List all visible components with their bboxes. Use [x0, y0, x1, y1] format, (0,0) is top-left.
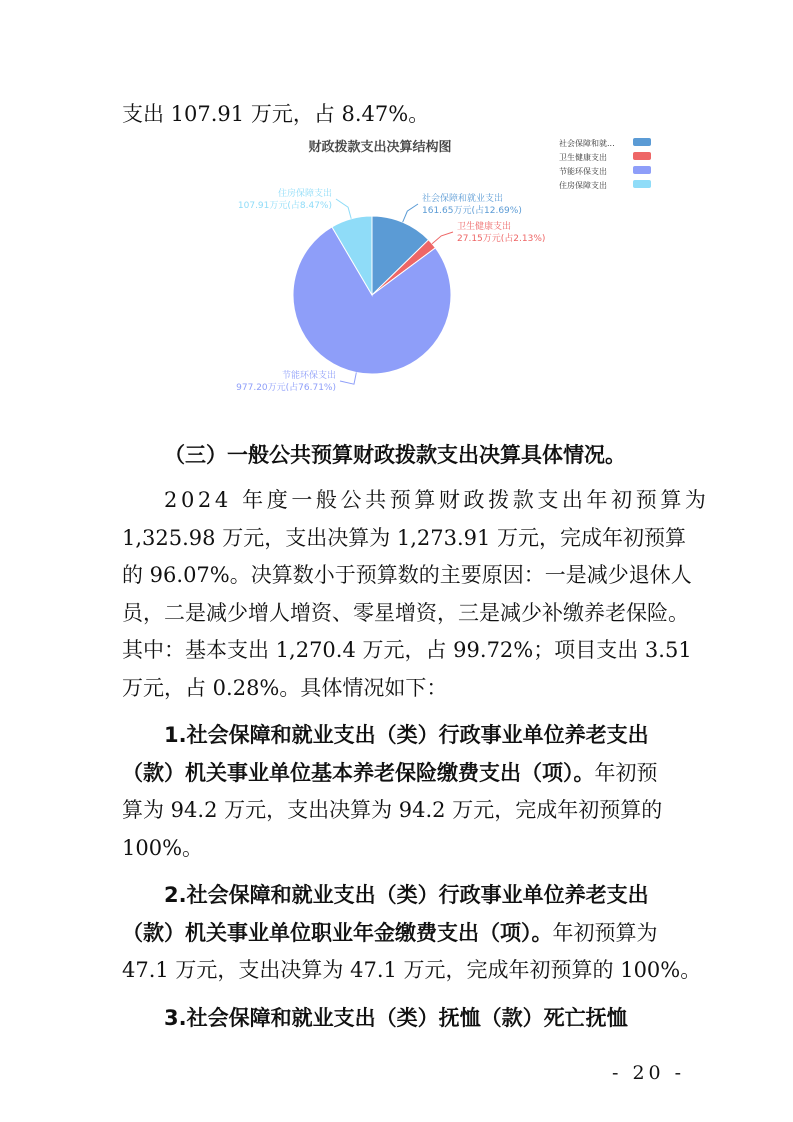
item2-line2 — [122, 919, 658, 947]
legend-label: 节能环保支出 — [559, 167, 607, 176]
label-leader-line — [336, 199, 351, 219]
legend-label: 住房保障支出 — [559, 181, 607, 190]
slice-value-label: 161.65万元(占12.69%) — [422, 206, 522, 216]
item2-line2-rest: 年初预算为 — [552, 921, 658, 945]
label-leader-line — [340, 372, 356, 384]
slice-value-label: 107.91万元(占8.47%) — [237, 201, 332, 211]
item1-line3: 算为 94.2 万元，支出决算为 94.2 万元，完成年初预算的 — [122, 798, 663, 822]
intro-line: 支出 107.91 万元，占 8.47%。 — [122, 102, 430, 126]
slice-category-label: 节能环保支出 — [281, 371, 336, 381]
item1-line1: 1.社会保障和就业支出（类）行政事业单位养老支出 — [164, 723, 649, 747]
label-leader-line — [403, 204, 418, 222]
legend-swatch — [633, 152, 651, 160]
slice-category-label: 卫生健康支出 — [457, 222, 512, 232]
item2-line3: 47.1 万元，支出决算为 47.1 万元，完成年初预算的 100%。 — [122, 958, 702, 982]
chart-title: 财政拨款支出决算结构图 — [308, 140, 452, 155]
legend-label: 社会保障和就... — [559, 139, 615, 148]
slice-category-label: 住房保障支出 — [277, 189, 332, 199]
para1-line5: 其中：基本支出 1,270.4 万元，占 99.72%；项目支出 3.51 — [122, 638, 692, 662]
legend-swatch — [633, 180, 651, 188]
expenditure-pie-chart — [230, 130, 670, 395]
para1-line4: 员，二是减少增人增资、零星增资，三是减少补缴养老保险。 — [122, 601, 689, 625]
item3-line1: 3.社会保障和就业支出（类）抚恤（款）死亡抚恤 — [164, 1006, 628, 1030]
para1-line6: 万元，占 0.28%。具体情况如下： — [122, 676, 448, 700]
item2-line1: 2.社会保障和就业支出（类）行政事业单位养老支出 — [164, 883, 649, 907]
item1-line2-bold: （款）机关事业单位基本养老保险缴费支出（项）。 — [122, 761, 595, 785]
page-number: - 20 - — [612, 1062, 686, 1084]
legend-label: 卫生健康支出 — [559, 153, 607, 162]
chart-legend — [559, 138, 651, 190]
pie-slices — [293, 216, 451, 374]
slice-value-label: 27.15万元(占2.13%) — [457, 234, 546, 244]
legend-swatch — [633, 138, 651, 146]
legend-swatch — [633, 166, 651, 174]
item2-line2-bold: （款）机关事业单位职业年金缴费支出（项）。 — [122, 921, 553, 945]
para1-line3: 的 96.07%。决算数小于预算数的主要原因：一是减少退休人 — [122, 563, 692, 587]
slice-category-label: 社会保障和就业支出 — [422, 194, 504, 204]
para1-line1: 2024 年度一般公共预算财政拨款支出年初预算为 — [164, 488, 710, 512]
slice-value-label: 977.20万元(占76.71%) — [236, 383, 336, 393]
item1-line4: 100%。 — [122, 836, 204, 860]
label-leader-line — [432, 232, 453, 244]
item1-line2-rest: 年初预 — [594, 761, 658, 785]
para1-line2: 1,325.98 万元，支出决算为 1,273.91 万元，完成年初预算 — [122, 526, 687, 550]
item1-line2 — [122, 759, 658, 787]
section-heading: （三）一般公共预算财政拨款支出决算具体情况。 — [164, 443, 626, 467]
